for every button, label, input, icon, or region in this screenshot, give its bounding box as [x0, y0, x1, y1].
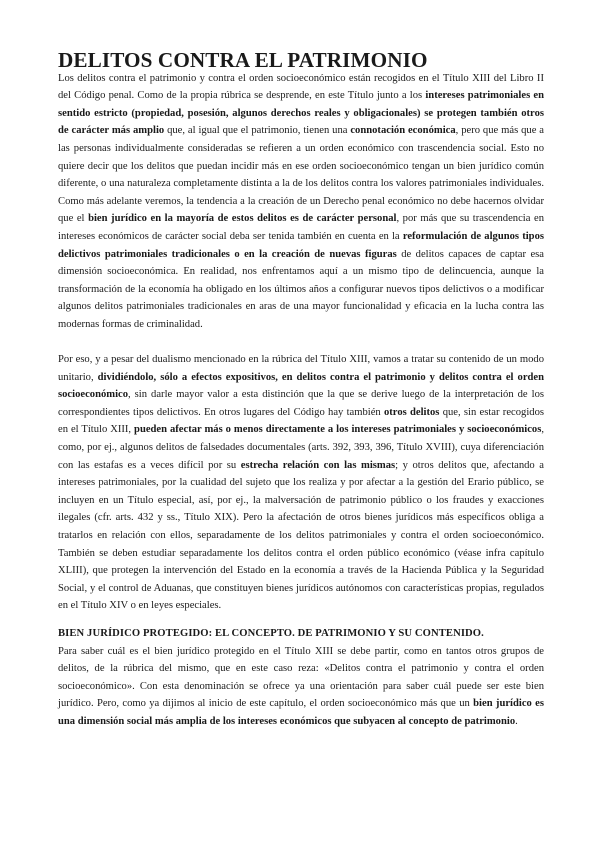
text-run: , por más que su trascendencia en intereses económicos de carácter social deba ser tenida también en cuenta en la [58, 213, 544, 242]
bold-text-run: connotación económica [350, 125, 456, 137]
paragraph-dualismo [58, 351, 544, 615]
text-run: . [515, 715, 518, 727]
bold-text-run: otros delitos [383, 406, 440, 418]
text-run: Para saber cuál es el bien jurídico protegido en el Título XIII se debe partir, como en tantos otros grupos de delitos, de la rúbrica del mismo, que en este caso reza: «Delitos contra el patrimonio y contra el orden socioeconómico». Con esta denominación se ofrece ya una orientación para saber cuál puede ser este bien jurídico. Pero, como ya dijimos al inicio de este capítulo, el orden socioeconómico más que un [58, 645, 544, 710]
text-run: , pero que más que a las personas individualmente consideradas se refieren a un orden económico con trascendencia social. Esto no quiere decir que los delitos que puedan incidir más en ese orden socioeconómico tengan un bien jurídico común diferente, o una naturaleza completamente distinta a la de los delitos contra los valores patrimoniales individuales. Como más adelante veremos, la tendencia a la creación de un Derecho penal económico no debe hacernos olvidar que el [58, 125, 545, 225]
paragraph-intro [58, 70, 544, 334]
text-run: , sin darle mayor valor a esta distinción que la que se derive luego de la interpretación de los correspondientes tipos delictivos. En otros lugares del Código hay también [58, 389, 544, 418]
bold-text-run: bien jurídico en la mayoría de estos delitos es de carácter personal [88, 213, 397, 225]
document-page [58, 48, 545, 731]
paragraph-spacer [58, 334, 544, 352]
bold-text-run: estrecha relación con las mismas [240, 459, 396, 471]
text-run: que, al igual que el patrimonio, tienen una [164, 125, 351, 137]
section-title-patrimonio: DELITOS CONTRA EL PATRIMONIO [58, 48, 428, 72]
text-run: de delitos capaces de captar esa dimensión socioeconómica. En realidad, nos enfrentamos aquí a un mismo tipo de delincuencia, aunque la transformación de la economía ha obligado en los últimos años a configurar nuevos tipos delictivos o a modificar algunos delitos patrimoniales tradicionales en aras de una mayor funcionalidad y eficacia en la lucha contra las modernas formas de criminalidad. [58, 248, 545, 330]
bold-text-run: bien jurídico es una dimensión social más amplia de los intereses económicos que subyacen al concepto de patrimonio [58, 698, 545, 727]
bold-text-run: reformulación de algunos tipos delictivos patrimoniales tradicionales o en la creación de nuevas figuras [58, 230, 544, 260]
section-spacer [58, 615, 544, 625]
bold-text-run: intereses patrimoniales en sentido estricto (propiedad, posesión, algunos derechos reales y obligacionales) se protegen también otros de carácter más amplio [58, 90, 545, 137]
text-run: ; y otros delitos que, afectando a intereses patrimoniales, por la cualidad del sujeto que los realiza y por afectar a la gestión del Erario público, se incluyen en un Título especial, así, por ej., la malversación de patrimonio público o los fraudes y exacciones ilegales (cfr. arts. 432 y ss., Título XIX). Pero la afectación de otros bienes jurídicos más específicos obliga a tratarlos en relación con ellos, separadamente de los delitos patrimoniales y contra el orden socioeconómico. También se deben estudiar separadamente los delitos contra el orden público económico (véase infra capítulo XLIII), que protegen la intervención del Estado en la economía a través de la Hacienda Pública y la Seguridad Social, y el control de Aduanas, que constituyen bienes jurídicos autónomos con características propias, regulados en el Título XIV o en leyes especiales. [58, 459, 544, 612]
paragraph-bien-juridico [58, 643, 544, 731]
text-run: Por eso, y a pesar del dualismo mencionado en la rúbrica del Título XIII, vamos a tratar su contenido de un modo unitario, [58, 354, 544, 383]
bold-text-run: pueden afectar más o menos directamente a los intereses patrimoniales y socioeconómicos [134, 424, 542, 436]
text-run: que, sin estar recogidos en el Título XIII, [58, 406, 544, 436]
text-run: , como, por ej., algunos delitos de falsedades documentales (arts. 392, 393, 396, Título XVIII), cuya diferenciación con las estafas es a veces difícil por su [58, 424, 545, 471]
section-title-bien-juridico: BIEN JURÍDICO PROTEGIDO: EL CONCEPTO. DE PATRIMONIO Y SU CONTENIDO. [58, 628, 484, 639]
bold-text-run: dividiéndolo, sólo a efectos expositivos, en delitos contra el patrimonio y delitos contra el orden socioeconómico [58, 371, 545, 401]
text-run: Los delitos contra el patrimonio y contra el orden socioeconómico están recogidos en el Título XIII del Libro II del Código penal. Como de la propia rúbrica se desprende, en este Título junto a los [58, 72, 544, 102]
